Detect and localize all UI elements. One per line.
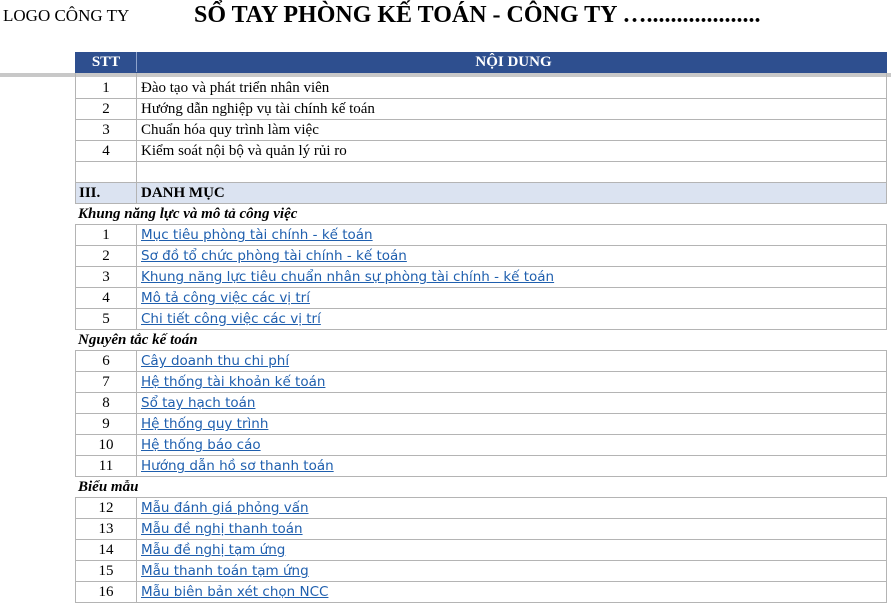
item-cell (137, 267, 886, 287)
item-hyperlink[interactable]: Mẫu đánh giá phỏng vấn (141, 500, 309, 516)
table-row (75, 120, 887, 141)
item-cell (137, 561, 886, 581)
item-hyperlink[interactable]: Mẫu đề nghị thanh toán (141, 521, 303, 537)
row-number: 1 (76, 78, 137, 98)
item-hyperlink[interactable]: Mô tả công việc các vị trí (141, 290, 310, 306)
row-number: 3 (76, 120, 137, 140)
list-item (75, 372, 887, 393)
company-logo-text: LOGO CÔNG TY (3, 6, 130, 25)
group-heading-row (75, 330, 887, 351)
column-header-content: NỘI DUNG (475, 54, 552, 70)
list-item (75, 435, 887, 456)
item-cell (137, 246, 886, 266)
item-hyperlink[interactable]: Sổ tay hạch toán (141, 395, 256, 411)
item-cell (137, 288, 886, 308)
item-hyperlink[interactable]: Sơ đồ tổ chức phòng tài chính - kế toán (141, 248, 407, 264)
item-hyperlink[interactable]: Khung năng lực tiêu chuẩn nhân sự phòng tài chính - kế toán (141, 269, 555, 285)
row-content: Kiểm soát nội bộ và quản lý rủi ro (141, 143, 347, 159)
group-heading: Khung năng lực và mô tả công việc (78, 206, 298, 222)
item-cell (137, 309, 886, 329)
row-content: Chuẩn hóa quy trình làm việc (141, 122, 319, 138)
item-hyperlink[interactable]: Mục tiêu phòng tài chính - kế toán (141, 227, 373, 243)
column-header-stt: STT (76, 52, 137, 72)
item-cell (137, 393, 886, 413)
item-cell (137, 456, 886, 476)
blank-row (75, 162, 887, 183)
list-item (75, 456, 887, 477)
section-number: III. (76, 183, 137, 203)
table-header-row (75, 52, 887, 73)
item-number: 8 (76, 393, 137, 413)
contents-table (75, 52, 887, 603)
item-number: 12 (76, 498, 137, 518)
item-hyperlink[interactable]: Mẫu thanh toán tạm ứng (141, 563, 309, 579)
item-cell (137, 414, 886, 434)
list-item (75, 582, 887, 603)
section-title: DANH MỤC (141, 185, 225, 201)
item-number: 1 (76, 225, 137, 245)
item-cell (137, 540, 886, 560)
item-hyperlink[interactable]: Hệ thống báo cáo (141, 437, 261, 453)
intro-rows (75, 78, 887, 162)
category-groups (75, 204, 887, 603)
item-hyperlink[interactable]: Hệ thống tài khoản kế toán (141, 374, 326, 390)
row-content: Đào tạo và phát triển nhân viên (141, 80, 330, 96)
item-number: 2 (76, 246, 137, 266)
list-item (75, 309, 887, 330)
list-item (75, 246, 887, 267)
item-cell (137, 519, 886, 539)
item-number: 10 (76, 435, 137, 455)
list-item (75, 351, 887, 372)
section-row-danh-muc (75, 183, 887, 204)
table-row (75, 78, 887, 99)
item-hyperlink[interactable]: Chi tiết công việc các vị trí (141, 311, 321, 327)
item-hyperlink[interactable]: Cây doanh thu chi phí (141, 353, 290, 369)
list-item (75, 561, 887, 582)
list-item (75, 519, 887, 540)
item-number: 7 (76, 372, 137, 392)
table-row (75, 141, 887, 162)
group-heading: Nguyên tắc kế toán (78, 332, 198, 348)
item-hyperlink[interactable]: Mẫu đề nghị tạm ứng (141, 542, 286, 558)
item-cell (137, 498, 886, 518)
list-item (75, 225, 887, 246)
item-number: 11 (76, 456, 137, 476)
item-hyperlink[interactable]: Mẫu biên bản xét chọn NCC (141, 584, 329, 600)
list-item (75, 288, 887, 309)
list-item (75, 414, 887, 435)
item-number: 6 (76, 351, 137, 371)
item-number: 15 (76, 561, 137, 581)
list-item (75, 267, 887, 288)
item-number: 13 (76, 519, 137, 539)
item-number: 16 (76, 582, 137, 602)
list-item (75, 540, 887, 561)
item-cell (137, 435, 886, 455)
group-heading: Biểu mẫu (78, 479, 139, 495)
list-item (75, 498, 887, 519)
item-number: 4 (76, 288, 137, 308)
item-cell (137, 372, 886, 392)
group-heading-row (75, 204, 887, 225)
row-content: Hướng dẫn nghiệp vụ tài chính kế toán (141, 101, 375, 117)
item-cell (137, 351, 886, 371)
item-hyperlink[interactable]: Hệ thống quy trình (141, 416, 269, 432)
item-number: 9 (76, 414, 137, 434)
item-cell (137, 225, 886, 245)
table-row (75, 99, 887, 120)
item-cell (137, 582, 886, 602)
group-heading-row (75, 477, 887, 498)
item-hyperlink[interactable]: Hướng dẫn hồ sơ thanh toán (141, 458, 334, 474)
row-number: 4 (76, 141, 137, 161)
item-number: 3 (76, 267, 137, 287)
page-title: SỔ TAY PHÒNG KẾ TOÁN - CÔNG TY …................... (194, 2, 761, 28)
row-number: 2 (76, 99, 137, 119)
list-item (75, 393, 887, 414)
item-number: 14 (76, 540, 137, 560)
item-number: 5 (76, 309, 137, 329)
